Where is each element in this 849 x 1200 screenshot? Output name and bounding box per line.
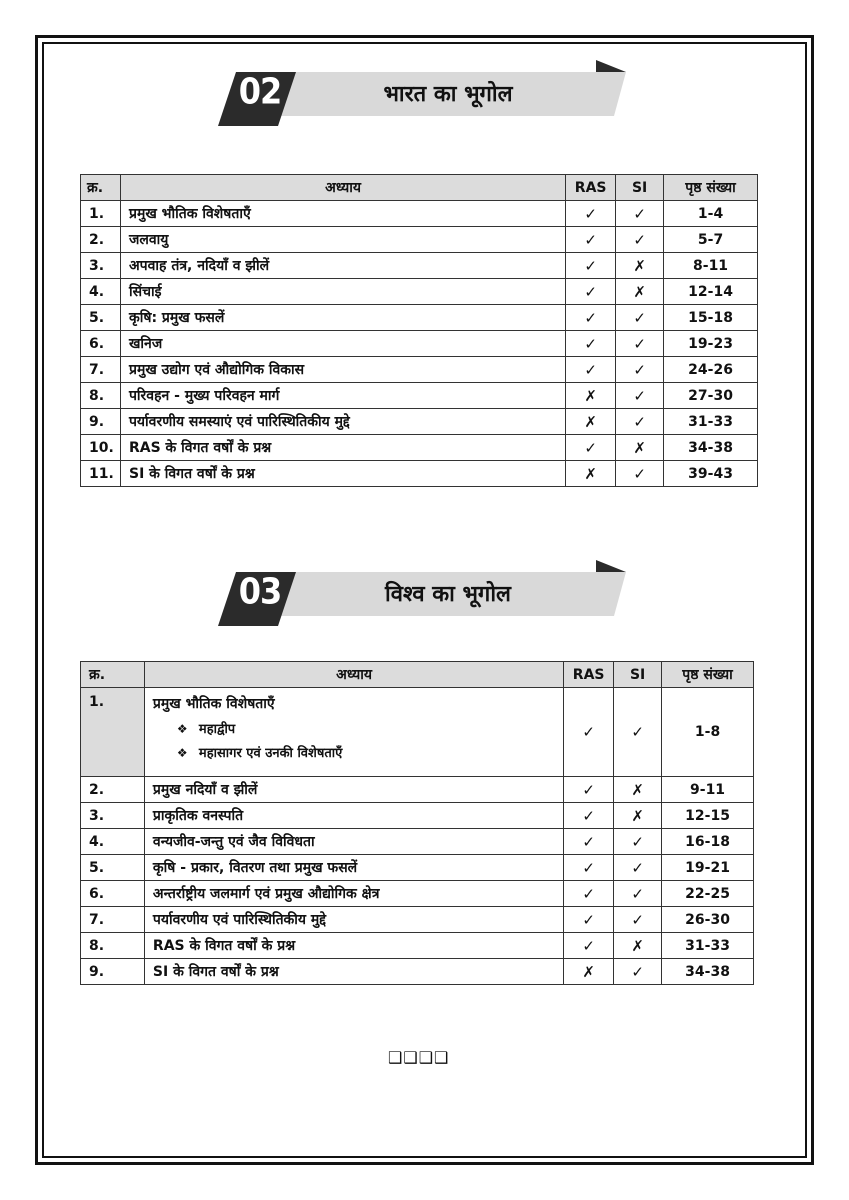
chapter-number: 03 xyxy=(238,569,282,613)
table-row xyxy=(81,357,758,383)
table-row xyxy=(81,305,758,331)
ras-mark: ✓ xyxy=(564,855,614,881)
si-mark: ✓ xyxy=(616,305,664,331)
chapter-title: विश्व का भूगोल xyxy=(385,582,511,607)
header-serial: क्र. xyxy=(81,662,145,688)
si-mark: ✓ xyxy=(614,688,662,777)
table-row xyxy=(81,279,758,305)
row-number: 2. xyxy=(81,777,145,803)
chapter-header-02 xyxy=(218,58,630,128)
chapter-header-03 xyxy=(218,558,630,628)
table-header-row xyxy=(81,175,758,201)
page-range: 19-21 xyxy=(662,855,754,881)
table-row xyxy=(81,933,754,959)
header-pages: पृष्ठ संख्या xyxy=(664,175,758,201)
page-range: 31-33 xyxy=(662,933,754,959)
row-topic: प्रमुख भौतिक विशेषताएँ xyxy=(152,696,275,712)
table-row xyxy=(81,409,758,435)
ras-mark: ✓ xyxy=(564,777,614,803)
diamond-bullet-icon: ❖ xyxy=(176,746,188,760)
page-range: 19-23 xyxy=(664,331,758,357)
row-number: 7. xyxy=(81,357,121,383)
row-number: 11. xyxy=(81,461,121,487)
ras-mark: ✓ xyxy=(566,253,616,279)
table-row xyxy=(81,907,754,933)
table-row xyxy=(81,829,754,855)
toc-table-world xyxy=(80,661,754,985)
si-mark: ✓ xyxy=(616,409,664,435)
row-topic: प्रमुख भौतिक विशेषताएँ xyxy=(120,201,565,227)
ras-mark: ✓ xyxy=(566,331,616,357)
row-number: 6. xyxy=(81,331,121,357)
page-range: 16-18 xyxy=(662,829,754,855)
si-mark: ✗ xyxy=(616,435,664,461)
page-range: 1-4 xyxy=(664,201,758,227)
ras-mark: ✓ xyxy=(564,688,614,777)
ras-mark: ✓ xyxy=(564,803,614,829)
table-row xyxy=(81,803,754,829)
header-pages: पृष्ठ संख्या xyxy=(662,662,754,688)
page-range: 22-25 xyxy=(662,881,754,907)
header-chapter: अध्याय xyxy=(144,662,563,688)
si-mark: ✗ xyxy=(616,279,664,305)
table-row xyxy=(81,959,754,985)
row-topic: कृषि: प्रमुख फसलें xyxy=(120,305,565,331)
chapter-number: 02 xyxy=(238,69,282,113)
chapter-title: भारत का भूगोल xyxy=(383,82,513,107)
page-range: 24-26 xyxy=(664,357,758,383)
row-number: 3. xyxy=(81,803,145,829)
row-number: 3. xyxy=(81,253,121,279)
header-ras: RAS xyxy=(564,662,614,688)
row-topic-cell xyxy=(144,688,563,777)
table-row xyxy=(81,201,758,227)
table-row xyxy=(81,881,754,907)
table-row xyxy=(81,461,758,487)
table-row xyxy=(81,855,754,881)
row-number: 8. xyxy=(81,933,145,959)
ras-mark: ✓ xyxy=(566,357,616,383)
sub-topic: महासागर एवं उनकी विशेषताएँ xyxy=(198,746,343,761)
ras-mark: ✓ xyxy=(564,829,614,855)
header-si: SI xyxy=(616,175,664,201)
row-number: 5. xyxy=(81,855,145,881)
ras-mark: ✓ xyxy=(566,201,616,227)
row-number: 1. xyxy=(81,688,145,777)
page-range: 5-7 xyxy=(664,227,758,253)
row-topic: SI के विगत वर्षों के प्रश्न xyxy=(144,959,563,985)
header-ras: RAS xyxy=(566,175,616,201)
si-mark: ✓ xyxy=(616,461,664,487)
header-si: SI xyxy=(614,662,662,688)
row-topic: जलवायु xyxy=(120,227,565,253)
table-header-row xyxy=(81,662,754,688)
toc-table-india xyxy=(80,174,758,487)
si-mark: ✗ xyxy=(614,777,662,803)
si-mark: ✗ xyxy=(614,933,662,959)
ras-mark: ✓ xyxy=(566,435,616,461)
page-range: 15-18 xyxy=(664,305,758,331)
row-number: 9. xyxy=(81,959,145,985)
diamond-bullet-icon: ❖ xyxy=(176,722,188,736)
table-row xyxy=(81,435,758,461)
si-mark: ✓ xyxy=(614,907,662,933)
table-row xyxy=(81,688,754,777)
row-number: 7. xyxy=(81,907,145,933)
si-mark: ✓ xyxy=(616,201,664,227)
row-topic: SI के विगत वर्षों के प्रश्न xyxy=(120,461,565,487)
ras-mark: ✓ xyxy=(564,907,614,933)
row-topic: परिवहन - मुख्य परिवहन मार्ग xyxy=(120,383,565,409)
list-item xyxy=(177,743,557,761)
row-number: 4. xyxy=(81,829,145,855)
row-number: 4. xyxy=(81,279,121,305)
page-range: 39-43 xyxy=(664,461,758,487)
row-number: 8. xyxy=(81,383,121,409)
table-row xyxy=(81,777,754,803)
row-topic: RAS के विगत वर्षों के प्रश्न xyxy=(144,933,563,959)
page-range: 34-38 xyxy=(662,959,754,985)
table-row xyxy=(81,383,758,409)
ras-mark: ✗ xyxy=(566,409,616,435)
row-number: 10. xyxy=(81,435,121,461)
ras-mark: ✓ xyxy=(566,279,616,305)
ras-mark: ✗ xyxy=(566,461,616,487)
row-number: 1. xyxy=(81,201,121,227)
si-mark: ✗ xyxy=(616,253,664,279)
list-item xyxy=(177,719,557,737)
si-mark: ✓ xyxy=(614,855,662,881)
ras-mark: ✓ xyxy=(566,305,616,331)
page-range: 34-38 xyxy=(664,435,758,461)
row-topic: पर्यावरणीय एवं पारिस्थितिकीय मुद्दे xyxy=(144,907,563,933)
page-range: 9-11 xyxy=(662,777,754,803)
si-mark: ✓ xyxy=(614,829,662,855)
row-number: 6. xyxy=(81,881,145,907)
table-row xyxy=(81,227,758,253)
si-mark: ✓ xyxy=(616,331,664,357)
ras-mark: ✓ xyxy=(564,881,614,907)
row-topic: अन्तर्राष्ट्रीय जलमार्ग एवं प्रमुख औद्योगिक क्षेत्र xyxy=(144,881,563,907)
row-topic: प्रमुख उद्योग एवं औद्योगिक विकास xyxy=(120,357,565,383)
row-topic: पर्यावरणीय समस्याएं एवं पारिस्थितिकीय मुद्दे xyxy=(120,409,565,435)
row-number: 5. xyxy=(81,305,121,331)
si-mark: ✗ xyxy=(614,803,662,829)
footer-ornament: ❑❑❑❑ xyxy=(388,1048,450,1067)
row-number: 9. xyxy=(81,409,121,435)
si-mark: ✓ xyxy=(614,881,662,907)
row-topic: वन्यजीव-जन्तु एवं जैव विविधता xyxy=(144,829,563,855)
row-topic: खनिज xyxy=(120,331,565,357)
sub-topic-list xyxy=(153,719,557,761)
row-topic: RAS के विगत वर्षों के प्रश्न xyxy=(120,435,565,461)
si-mark: ✓ xyxy=(616,383,664,409)
ras-mark: ✗ xyxy=(566,383,616,409)
row-topic: प्राकृतिक वनस्पति xyxy=(144,803,563,829)
ras-mark: ✓ xyxy=(566,227,616,253)
page-range: 31-33 xyxy=(664,409,758,435)
sub-topic: महाद्वीप xyxy=(198,722,236,737)
page-range: 27-30 xyxy=(664,383,758,409)
si-mark: ✓ xyxy=(616,357,664,383)
si-mark: ✓ xyxy=(614,959,662,985)
row-topic: सिंचाई xyxy=(120,279,565,305)
table-row xyxy=(81,253,758,279)
page-range: 26-30 xyxy=(662,907,754,933)
table-row xyxy=(81,331,758,357)
row-number: 2. xyxy=(81,227,121,253)
page-range: 1-8 xyxy=(662,688,754,777)
ras-mark: ✗ xyxy=(564,959,614,985)
page-range: 8-11 xyxy=(664,253,758,279)
page-range: 12-15 xyxy=(662,803,754,829)
row-topic: कृषि - प्रकार, वितरण तथा प्रमुख फसलें xyxy=(144,855,563,881)
header-chapter: अध्याय xyxy=(120,175,565,201)
ras-mark: ✓ xyxy=(564,933,614,959)
si-mark: ✓ xyxy=(616,227,664,253)
header-serial: क्र. xyxy=(81,175,121,201)
row-topic: अपवाह तंत्र, नदियाँ व झीलें xyxy=(120,253,565,279)
page-range: 12-14 xyxy=(664,279,758,305)
row-topic: प्रमुख नदियाँ व झीलें xyxy=(144,777,563,803)
